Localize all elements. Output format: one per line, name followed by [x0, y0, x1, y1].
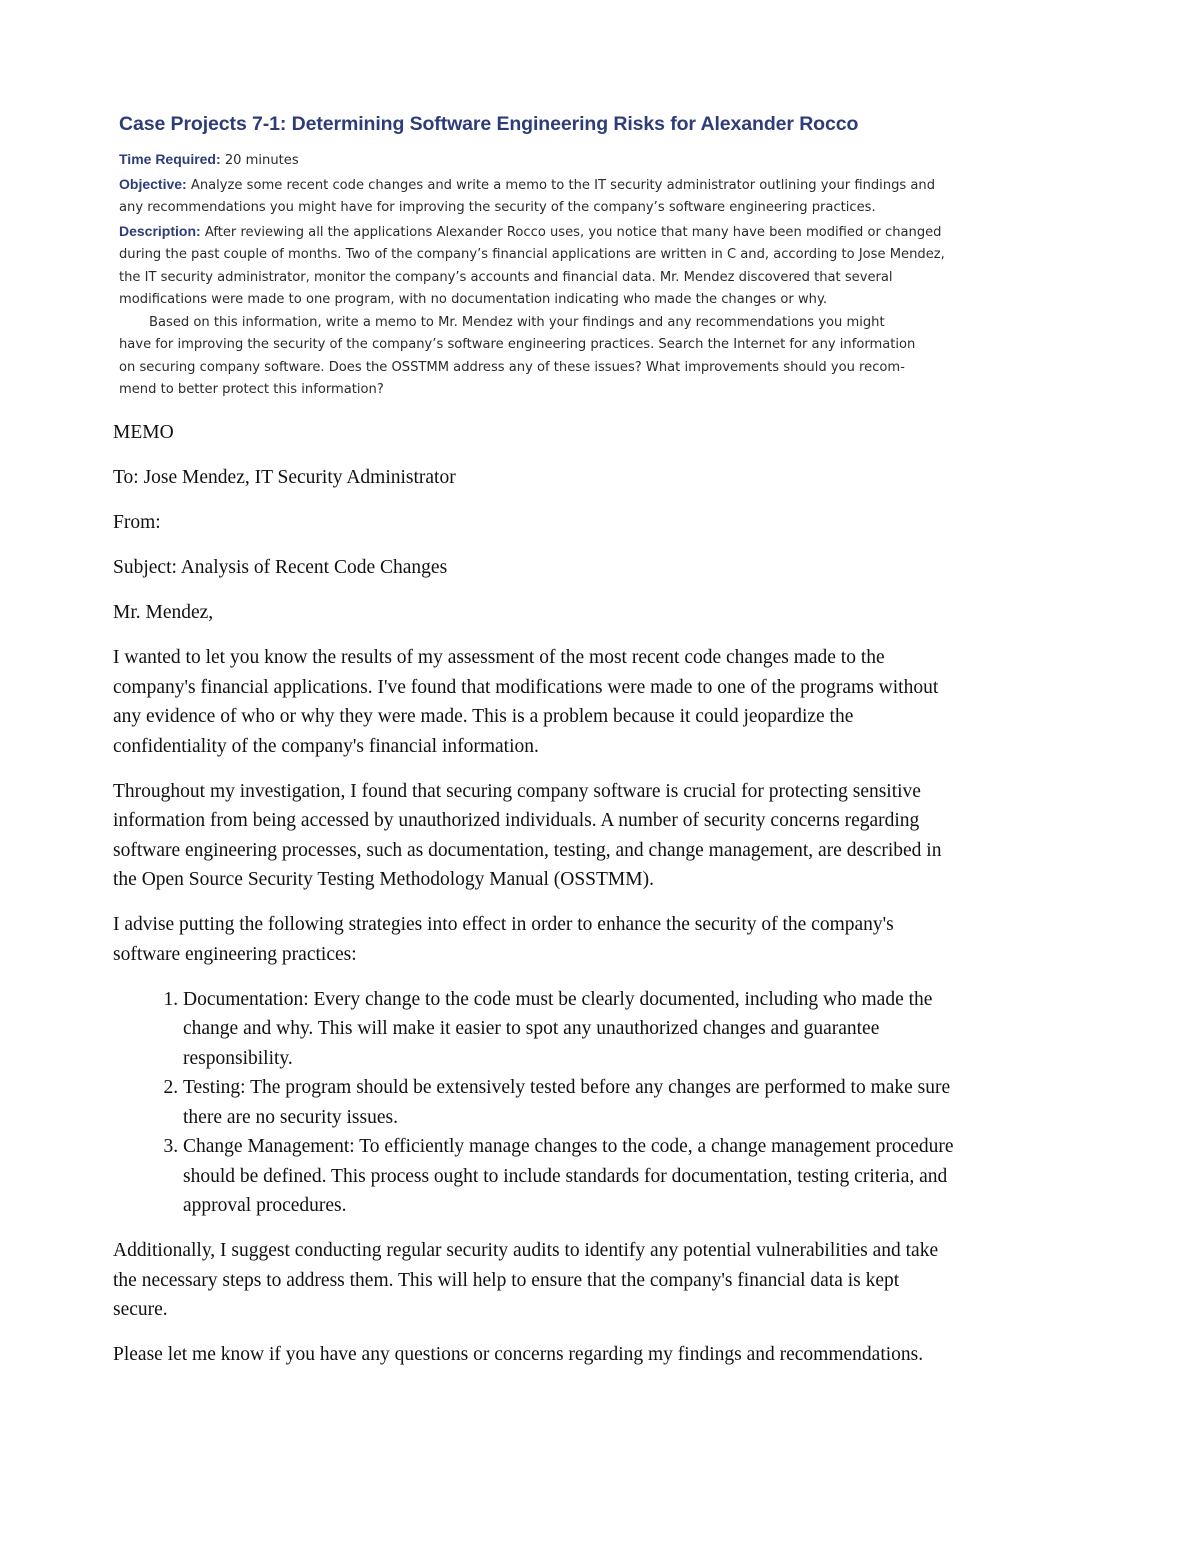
instructions-line-1: Based on this information, write a memo to Mr. Mendez with your findings and any recommendations you might: [149, 314, 885, 330]
recommendations-list: [113, 985, 1113, 1221]
description-label: Description:: [119, 222, 201, 239]
memo-body: [113, 418, 1113, 1385]
time-required-label: Time Required:: [119, 151, 221, 167]
memo-from: From:: [113, 512, 161, 533]
memo-paragraph-3: I advise putting the following strategies into effect in order to enhance the security of the company's software engineering practices:: [113, 914, 894, 965]
description-line-4: modifications were made to one program, with no documentation indicating who made the changes or why.: [119, 292, 828, 307]
time-required: [119, 148, 979, 173]
memo-salutation: Mr. Mendez,: [113, 602, 214, 623]
memo-heading: MEMO: [113, 422, 174, 443]
objective-label: Objective:: [119, 175, 187, 192]
instructions-line-2: have for improving the security of the company’s software engineering practices. Search the Internet for any information: [119, 337, 916, 352]
description-line-1: Description: After reviewing all the applications Alexander Rocco uses, you notice that many have been modified or changed: [119, 222, 942, 240]
memo-paragraph-1: I wanted to let you know the results of my assessment of the most recent code changes made to the company's financial applications. I've found that modifications were made to one of the programs without any evidence of who or why they were made. This is a problem because it could jeopardize the confidentiality of the company's financial information.: [113, 647, 939, 757]
memo-paragraph-4: Additionally, I suggest conducting regular security audits to identify any potential vulnerabilities and take the necessary steps to address them. This will help to ensure that the company's financial data is kept secure.: [113, 1240, 939, 1320]
memo-closing: Please let me know if you have any questions or concerns regarding my findings and recommendations.: [113, 1344, 924, 1365]
memo-to: To: Jose Mendez, IT Security Administrator: [113, 467, 456, 488]
instructions-line-3: on securing company software. Does the OSSTMM address any of these issues? What improvements should you recom-: [119, 359, 905, 375]
instructions-line-4: mend to better protect this information?: [119, 382, 384, 397]
memo-paragraph-2: Throughout my investigation, I found that securing company software is crucial for protecting sensitive information from being accessed by unauthorized individuals. A number of security concerns regarding software engineering processes, such as documentation, testing, and change management, are described in the Open Source Security Testing Methodology Manual (OSSTMM).: [113, 780, 942, 890]
list-item: 2. Testing: The program should be extensively tested before any changes are performed to make sure there are no security issues.: [183, 1073, 1113, 1132]
objective-line-2: any recommendations you might have for improving the security of the company’s software engineering practices.: [119, 200, 876, 215]
list-item: 3. Change Management: To efficiently manage changes to the code, a change management procedure should be defined. This process ought to include standards for documentation, testing criteria, and approval procedures.: [183, 1132, 1113, 1221]
case-project-excerpt: [119, 113, 979, 402]
list-item: 1. Documentation: Every change to the code must be clearly documented, including who made the change and why. This will make it easier to spot any unauthorized changes and guarantee responsibility.: [183, 985, 1113, 1074]
time-required-value: 20 minutes: [224, 153, 299, 168]
description-line-3: the IT security administrator, monitor the company’s accounts and financial data. Mr. Mendez discovered that several: [119, 269, 893, 285]
memo-subject: Subject: Analysis of Recent Code Changes: [113, 557, 448, 578]
objective-line-1: Objective: Analyze some recent code changes and write a memo to the IT security administrator outlining your findings and: [119, 175, 936, 193]
description-line-2: during the past couple of months. Two of the company’s financial applications are written in C and, according to Jose Mendez,: [119, 247, 945, 262]
case-project-title: Case Projects 7-1: Determining Software Engineering Risks for Alexander Rocco: [119, 113, 859, 135]
